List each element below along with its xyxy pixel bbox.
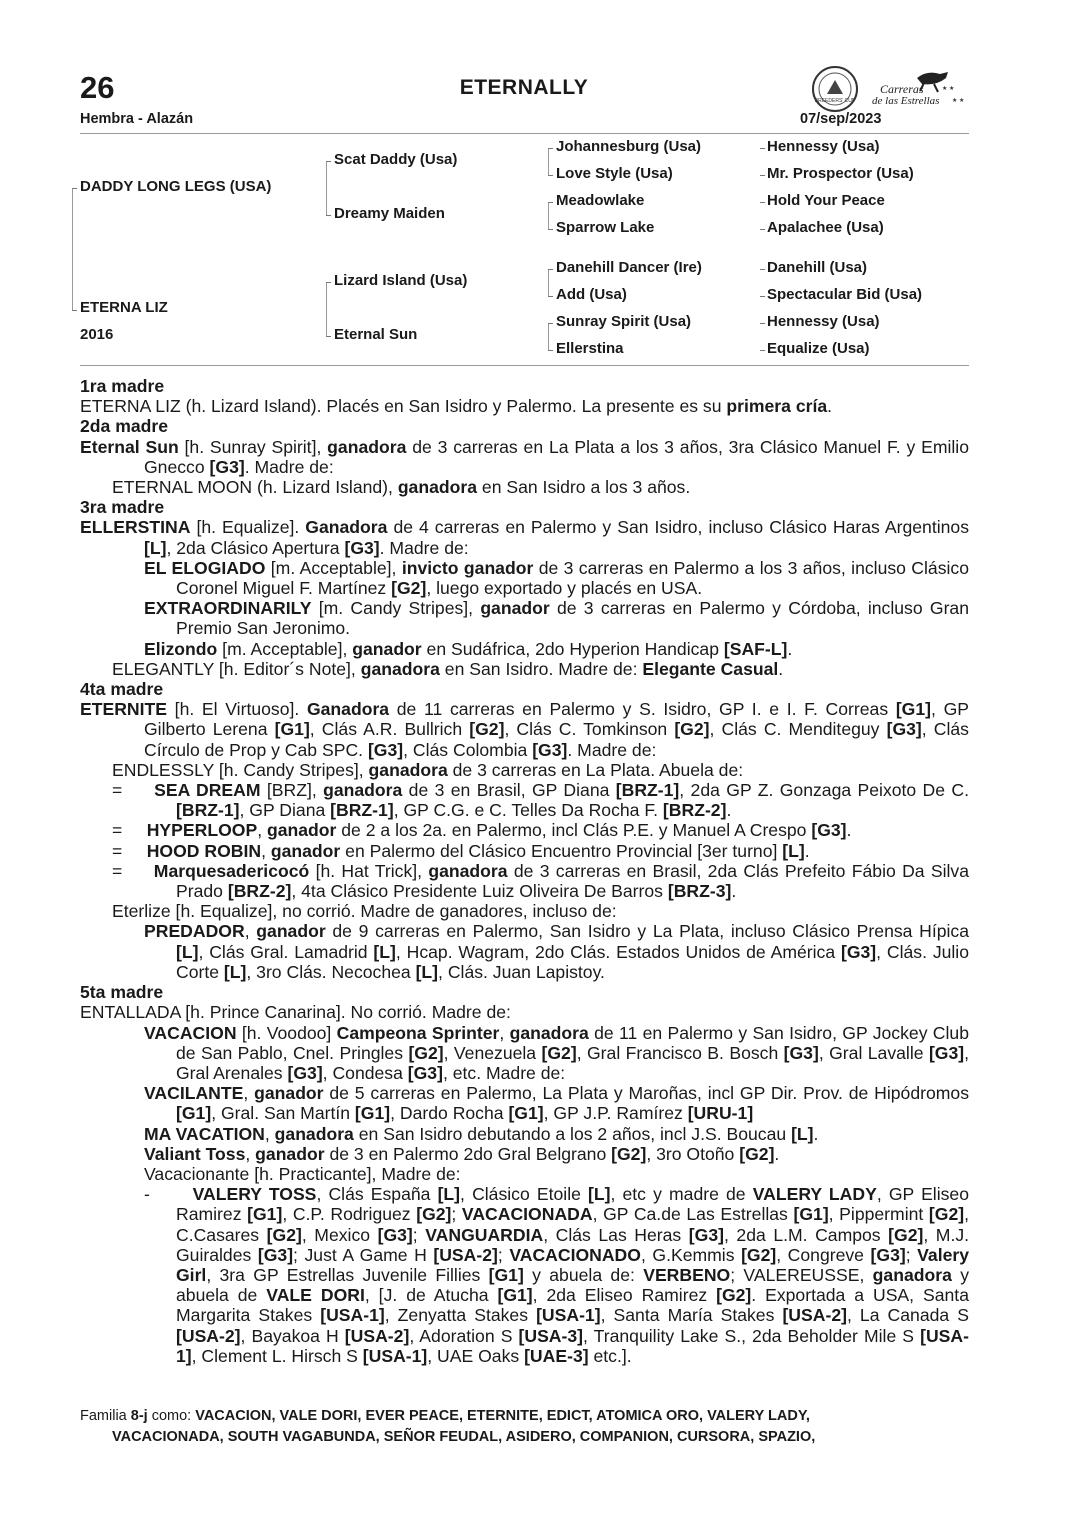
section-1ra-madre: 1ra madre [80, 376, 165, 396]
catalog-body [80, 376, 969, 1366]
entry-vacilante: VACILANTE, ganador de 5 carreras en Palermo, La Plata y Maroñas, incl GP Dir. Prov. de Hipódromos [G1], Gral. San Martín [G1], Dardo Rocha [G1], GP J.P. Ramírez [URU-1] [144, 1083, 970, 1124]
entry-eterna-liz: ETERNA LIZ (h. Lizard Island). Placés en San Isidro y Palermo. La presente es su primera cría. [80, 396, 833, 417]
carreras-logo-line2: de las Estrellas [872, 95, 940, 107]
entry-vacacion: VACACION [h. Voodoo] Campeona Sprinter, ganadora de 11 en Palermo y San Isidro, GP Jockey Club de San Pablo, Cnel. Pringles [G2], Venezuela [G2], Gral Francisco B. Bosch [G3], Gral Lavalle [G3], Gral Arenales [G3], Condesa [G3], etc. Madre de: [144, 1022, 970, 1083]
pedigree-dam: ETERNA LIZ [80, 299, 168, 316]
pedigree-gen3-5: Danehill Dancer (Ire) [556, 259, 702, 276]
entry-eternal-sun: Eternal Sun [h. Sunray Spirit], ganadora de 3 carreras en La Plata a los 3 años, 3ra Clásico Manuel F. y Emilio Gnecco [G3]. Madre de: [80, 436, 969, 477]
pedigree-gen2-1: Scat Daddy (Usa) [334, 151, 458, 168]
entry-ellerstina: ELLERSTINA [h. Equalize]. Ganadora de 4 carreras en Palermo y San Isidro, incluso Clásico Haras Argentinos [L], 2da Clásico Apertura [G3]. Madre de: [80, 517, 969, 558]
family-names-2: VACACIONADA, SOUTH VAGABUNDA, SEÑOR FEUDAL, ASIDERO, COMPANION, CURSORA, SPAZIO, [112, 1429, 816, 1445]
section-4ta-madre: 4ta madre [80, 679, 164, 700]
svg-text:★ ★: ★ ★ [952, 98, 965, 104]
pedigree-gen4-1: Hennessy (Usa) [767, 138, 880, 155]
family-mid: como: [147, 1408, 196, 1424]
entry-ma-vacation: MA VACATION, ganadora en San Isidro debutando a los 2 años, incl J.S. Boucau [L]. [144, 1123, 819, 1144]
pedigree-gen2-4: Eternal Sun [334, 326, 418, 343]
pedigree-gen2-2: Dreamy Maiden [334, 205, 445, 222]
section-2da-madre: 2da madre [80, 416, 169, 437]
pedigree-gen4-2: Mr. Prospector (Usa) [767, 165, 914, 182]
family-line-2 [80, 1427, 969, 1448]
entry-elegantly: ELEGANTLY [h. Editor´s Note], ganadora en San Isidro. Madre de: Elegante Casual. [112, 658, 784, 679]
family-line-1 [80, 1406, 969, 1427]
family-prefix: Familia [80, 1408, 131, 1424]
pedigree-gen4-7: Hennessy (Usa) [767, 313, 880, 330]
entry-sea-dream: = SEA DREAM [BRZ], ganadora de 3 en Brasil, GP Diana [BRZ-1], 2da GP Z. Gonzaga Peixoto De C. [BRZ-1], GP Diana [BRZ-1], GP C.G. e C. Telles Da Rocha F. [BRZ-2]. [112, 780, 970, 821]
sex-color: Hembra - Alazán [80, 111, 194, 127]
family-names-1: VACACION, VALE DORI, EVER PEACE, ETERNITE, EDICT, ATOMICA ORO, VALERY LADY, [195, 1408, 810, 1424]
entry-eternite: ETERNITE [h. El Virtuoso]. Ganadora de 11 carreras en Palermo y S. Isidro, GP I. e I. F. Correas [G1], GP Gilberto Lerena [G1], Clás A.R. Bullrich [G2], Clás C. Tomkinson [G2], Clás C. Menditeguy [G3], Clás Círculo de Prop y Cab SPC. [G3], Clás Colombia [G3]. Madre de: [80, 699, 970, 760]
breeders-cup-logo-text: BREEDERS' CUP [814, 98, 856, 104]
pedigree-gen3-2: Love Style (Usa) [556, 165, 673, 182]
entry-el-elogiado: EL ELOGIADO [m. Acceptable], invicto ganador de 3 carreras en Palermo a los 3 años, incluso Clásico Coronel Miguel F. Martínez [G2], luego exportado y placés en USA. [144, 557, 969, 599]
pedigree-gen4-5: Danehill (Usa) [767, 259, 868, 276]
bracket-gen2-b [326, 282, 327, 336]
pedigree-sire: DADDY LONG LEGS (USA) [80, 178, 272, 195]
horse-name: ETERNALLY [459, 76, 589, 99]
pedigree-gen4-8: Equalize (Usa) [767, 340, 870, 357]
entry-vacacionante: Vacacionante [h. Practicante], Madre de: [144, 1163, 461, 1184]
section-3ra-madre: 3ra madre [80, 497, 165, 518]
entry-entallada: ENTALLADA [h. Prince Canarina]. No corrió. Madre de: [80, 1002, 511, 1023]
section-5ta-madre: 5ta madre [80, 982, 164, 1003]
family-code: 8-j [130, 1408, 148, 1424]
entry-extraordinarily: EXTRAORDINARILY [m. Candy Stripes], ganador de 3 carreras en Palermo y Córdoba, incluso Gran Premio San Jeronimo. [144, 598, 969, 639]
pedigree-gen2-3: Lizard Island (Usa) [334, 272, 468, 289]
pedigree-gen4-4: Apalachee (Usa) [767, 219, 884, 236]
pedigree-gen3-1: Johannesburg (Usa) [556, 138, 702, 155]
pedigree-gen3-3: Meadowlake [556, 192, 645, 209]
pedigree-gen3-7: Sunray Spirit (Usa) [556, 313, 692, 330]
entry-eternal-moon: ETERNAL MOON (h. Lizard Island), ganadora en San Isidro a los 3 años. [112, 477, 691, 498]
carreras-logo-line1: Carreras [880, 82, 924, 96]
pedigree-gen3-6: Add (Usa) [556, 286, 627, 303]
bracket-gen2-a [326, 161, 327, 215]
pedigree-gen3-8: Ellerstina [556, 340, 624, 357]
svg-text:★ ★: ★ ★ [942, 86, 955, 92]
pedigree-gen3-4: Sparrow Lake [556, 219, 655, 236]
entry-endlessly: ENDLESSLY [h. Candy Stripes], ganadora de 3 carreras en La Plata. Abuela de: [112, 759, 744, 780]
family-line [80, 1406, 969, 1448]
lot-number: 26 [80, 70, 115, 105]
entry-hood-robin: = HOOD ROBIN, ganador en Palermo del Clásico Encuentro Provincial [3er turno] [L]. [112, 840, 810, 861]
sale-date: 07/sep/2023 [800, 111, 882, 127]
entry-eterlize: Eterlize [h. Equalize], no corrió. Madre de ganadores, incluso de: [112, 901, 617, 922]
bottom-rule [80, 365, 969, 366]
entry-marquesadericoco: = Marquesadericocó [h. Hat Trick], ganadora de 3 carreras en Brasil, 2da Clás Prefeito Fábio Da Silva Prado [BRZ-2], 4ta Clásico Presidente Luiz Oliveira De Barros [BRZ-3]. [112, 860, 970, 902]
pedigree-gen4-6: Spectacular Bid (Usa) [767, 286, 923, 303]
top-rule [80, 133, 969, 134]
pedigree-dam-year: 2016 [80, 326, 114, 343]
pedigree-gen4-3: Hold Your Peace [767, 192, 885, 209]
entry-valery-toss: - VALERY TOSS, Clás España [L], Clásico Etoile [L], etc y madre de VALERY LADY, GP Eliseo Ramirez [G1], C.P. Rodriguez [G2]; VACACIONADA, GP Ca.de Las Estrellas [G1], Pippermint [G2], C.Casares [G2], Mexico [G3]; VANGUARDIA, Clás Las Heras [G3], 2da L.M. Campos [G2], M.J. Guiraldes [G3]; Just A Game H [USA-2]; VACACIONADO, G.Kemmis [G2], Congreve [G3]; Valery Girl, 3ra GP Estrellas Juvenile Fillies [G1] y abuela de: VERBENO; VALEREUSSE, ganadora y abuela de VALE DORI, [J. de Atucha [G1], 2da Eliseo Ramirez [G2]. Exportada a USA, Santa Margarita Stakes [USA-1], Zenyatta Stakes [USA-1], Santa María Stakes [USA-2], La Canada S [USA-2], Bayakoa H [USA-2], Adoration S [USA-3], Tranquility Lake S., 2da Beholder Mile S [USA-1], Clement L. Hirsch S [USA-1], UAE Oaks [UAE-3] etc.]. [144, 1184, 970, 1366]
entry-valiant-toss: Valiant Toss, ganador de 3 en Palermo 2do Gral Belgrano [G2], 3ro Otoño [G2]. [144, 1143, 780, 1164]
bracket-gen1 [72, 188, 73, 310]
entry-elizondo: Elizondo [m. Acceptable], ganador en Sudáfrica, 2do Hyperion Handicap [SAF-L]. [144, 638, 793, 659]
entry-predador: PREDADOR, ganador de 9 carreras en Palermo, San Isidro y La Plata, incluso Clásico Prensa Hípica [L], Clás Gral. Lamadrid [L], Hcap. Wagram, 2do Clás. Estados Unidos de América [G3], Clás. Julio Corte [L], 3ro Clás. Necochea [L], Clás. Juan Lapistoy. [144, 921, 970, 982]
entry-hyperloop: = HYPERLOOP, ganador de 2 a los 2a. en Palermo, incl Clás P.E. y Manuel A Crespo [G3]. [112, 820, 852, 841]
